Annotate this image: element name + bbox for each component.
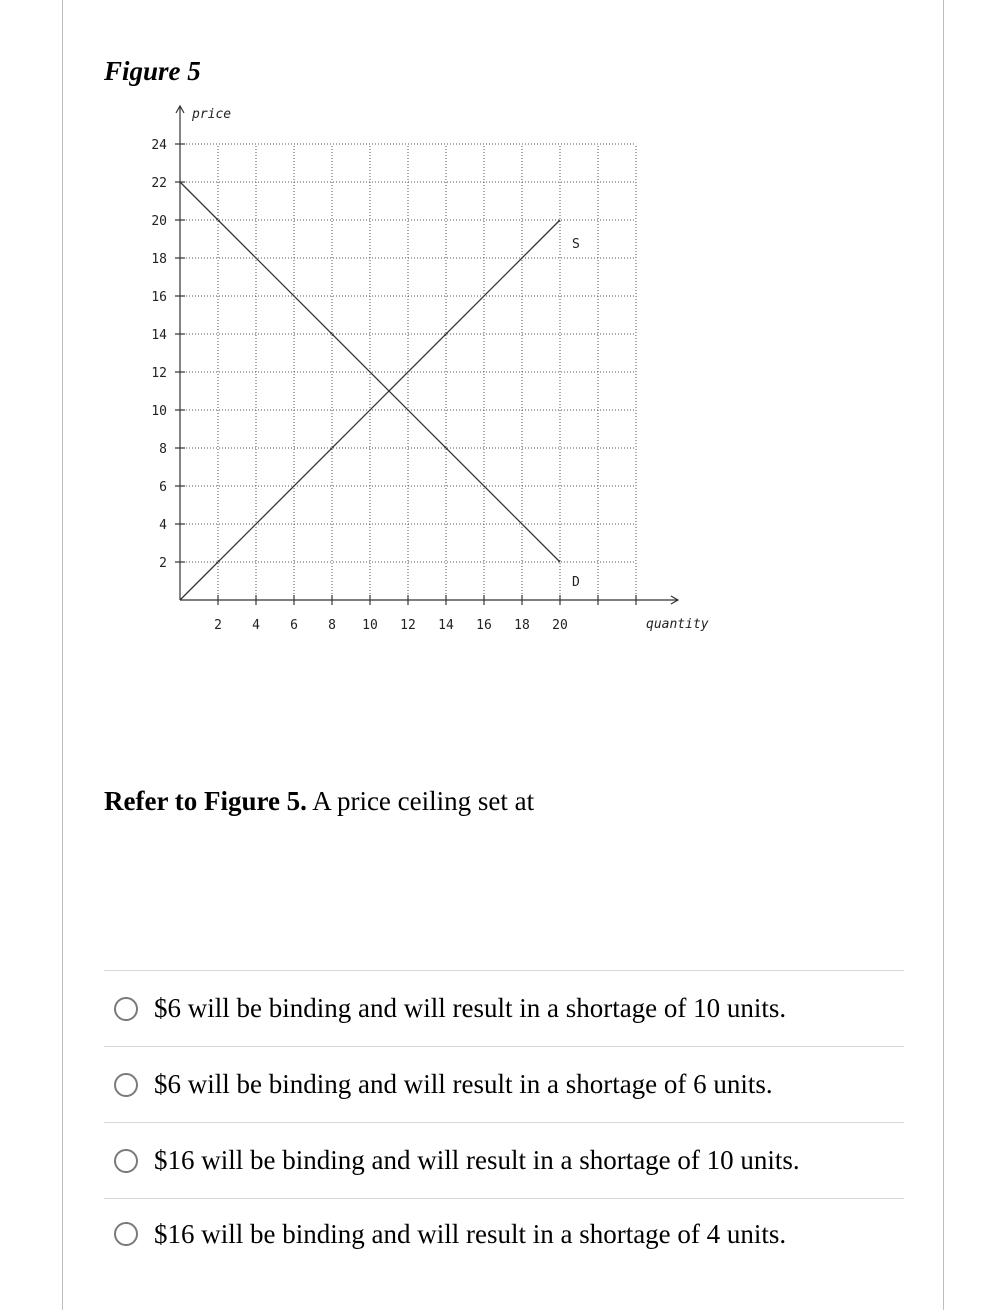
x-tick-label: 16 [476,618,492,633]
x-tick-label: 2 [214,618,222,633]
supply-demand-chart [130,90,709,645]
question-body: A price ceiling set at [306,786,535,816]
x-tick-label: 14 [438,618,454,633]
answer-option-label: $6 will be binding and will result in a shortage of 10 units. [154,993,787,1023]
answer-option-1[interactable] [104,970,904,1046]
x-tick-label: 20 [552,618,568,633]
answer-option-2[interactable] [104,1046,904,1122]
answer-options [104,970,904,1269]
x-tick-label: 12 [400,618,416,633]
y-tick-label: 10 [151,404,167,419]
answer-option-label: $6 will be binding and will result in a shortage of 6 units. [154,1069,773,1099]
y-tick-label: 14 [151,328,167,343]
y-tick-label: 16 [151,290,167,305]
answer-option-label: $16 will be binding and will result in a shortage of 10 units. [154,1145,800,1175]
x-axis-label: quantity [646,617,709,632]
x-tick-label: 8 [328,618,336,633]
y-tick-label: 12 [151,366,167,381]
right-border [943,0,944,1310]
y-tick-label: 20 [151,214,167,229]
radio-button[interactable] [114,1073,138,1097]
series-label-d: D [572,575,580,590]
question-lead: Refer to Figure 5. [104,786,307,816]
y-tick-label: 2 [159,556,167,571]
x-tick-label: 18 [514,618,530,633]
y-tick-label: 18 [151,252,167,267]
radio-button[interactable] [114,1149,138,1173]
y-axis-label: price [192,107,232,122]
left-border [62,0,63,1310]
series-label-s: S [572,237,580,252]
y-tick-label: 22 [151,176,167,191]
y-tick-label: 24 [151,138,167,153]
x-tick-label: 4 [252,618,260,633]
radio-button[interactable] [114,997,138,1021]
answer-option-4[interactable] [104,1198,904,1269]
answer-option-label: $16 will be binding and will result in a shortage of 4 units. [154,1218,787,1249]
answer-option-3[interactable] [104,1122,904,1198]
x-tick-label: 10 [362,618,378,633]
radio-button[interactable] [114,1222,138,1246]
figure-title: Figure 5 [104,56,201,86]
y-tick-label: 8 [159,442,167,457]
y-tick-label: 6 [159,480,167,495]
question-text [104,786,534,817]
x-tick-label: 6 [290,618,298,633]
y-tick-label: 4 [159,518,167,533]
